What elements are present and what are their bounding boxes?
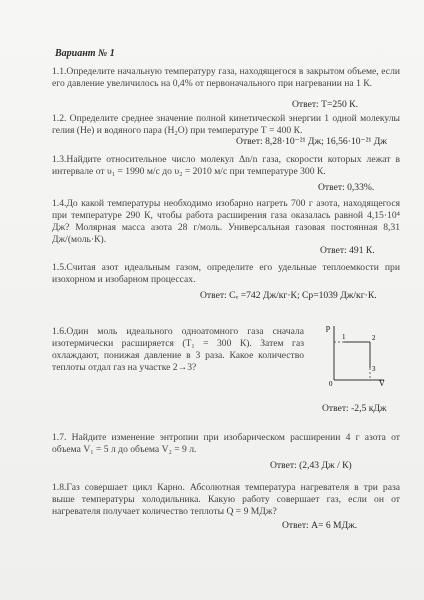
problem-1-3-text: 1.3.Найдите относительное число молекул Δn/n газа, скорости которых лежат в интервале от υ₁ = 1990 м/с до υ₂ = 2010 м/с при температуре 300 К. xyxy=(52,154,400,177)
point-2-label: 2 xyxy=(372,334,376,342)
problem-1-1-answer: Ответ: Т=250 К. xyxy=(292,99,358,110)
problem-1-6-text: 1.6.Один моль идеального одноатомного газа сначала изотермически расширяется (T₁ = 300 К). Затем газ охлаждают, понижая давление в 3 раза. Какое количество теплоты отдал газ на участке 2→3? xyxy=(52,326,304,373)
problem-1-3-answer: Ответ: 0,33%. xyxy=(318,182,375,193)
problem-1-2-text: 1.2. Определите среднее значение полной кинетической энергии 1 одной молекулы гелия (Не) и водяного пара (Н₂О) при температуре Т = 400 К. xyxy=(52,113,400,136)
problem-1-7-answer: Ответ: (2,43 Дж / К) xyxy=(270,460,352,471)
origin-label: 0 xyxy=(329,380,333,386)
problem-1-4-text: 1.4.До какой температуры необходимо изобарно нагреть 700 г азота, находящегося при температуре 290 К, чтобы работа расширения газа оказалась равной 4,15·10⁴ Дж? Молярная масса азота 28 г/моль. Универсальная газовая постоянная 8,31 Дж/(моль·К). xyxy=(52,198,400,245)
problem-1-5-answer: Ответ: Сᵥ =742 Дж/кг·К; Сp=1039 Дж/кг·К. xyxy=(200,290,377,301)
problem-1-1-text: 1.1.Определите начальную температуру газа, находящегося в закрытом объеме, если его давление увеличилось на 0,4% от первоначального при нагревании на 1 К. xyxy=(52,66,400,89)
pv-diagram xyxy=(326,322,386,386)
v-axis-label: V xyxy=(379,379,385,386)
point-1-label: 1 xyxy=(342,333,346,341)
problem-1-5-text: 1.5.Считая азот идеальным газом, определите его удельные теплоемкости при изохорном и изобарном процессах. xyxy=(52,262,400,285)
problem-1-7-text: 1.7. Найдите изменение энтропии при изобарическом расширении 4 г азота от объема V₁ = 5 л до объема V₂ = 9 л. xyxy=(52,432,400,455)
point-3-label: 3 xyxy=(372,365,376,373)
problem-1-4-answer: Ответ: 491 К. xyxy=(320,245,375,256)
variant-title: Вариант № 1 xyxy=(55,48,115,59)
problem-1-8-answer: Ответ: А= 6 МДж. xyxy=(282,520,358,531)
problem-1-8-text: 1.8.Газ совершает цикл Карно. Абсолютная температура нагревателя в три раза выше температуры холодильника. Какую работу совершает газ, если он от нагревателя получает количество теплоты Q = 9 МДж? xyxy=(52,482,400,517)
problem-1-2-answer: Ответ: 8,28·10⁻²¹ Дж; 16,56·10⁻²¹ Дж xyxy=(236,136,387,147)
p-axis-label: p xyxy=(326,323,330,332)
problem-1-6-answer: Ответ: -2,5 кДж xyxy=(322,403,387,414)
